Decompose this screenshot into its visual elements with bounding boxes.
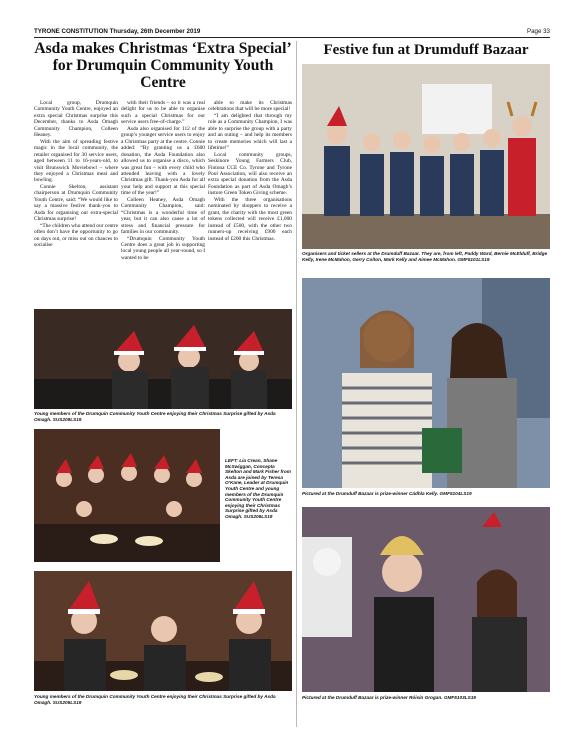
- column-divider: [296, 41, 297, 727]
- paragraph: “Drumquin Community Youth Centre does a great job in supporting local young people all year-round, so I wanted to be: [121, 235, 205, 261]
- paragraph: “The children who attend our centre often don’t have the opportunity to go on days out, or miss out on chances to socialise: [34, 222, 118, 248]
- photo-caption: Young members of the Drumquin Community Youth Centre enjoying their Christmas Surprise gifted by Asda Omagh. SUS205LS19: [34, 694, 276, 705]
- article-column-3: [208, 100, 292, 305]
- photo-youth-with-food: [34, 571, 292, 691]
- photo-caption: Organisers and ticket sellers at the Drumduff Bazaar. They are, from left, Paddy Ward, Bernie McElduff, Bridge Kelly, Irene McMahon, Gerry Colton, Mark Kelly and Aimee McMahon. GMF5101LS19: [302, 251, 548, 262]
- photo-bazaar-organisers: [302, 64, 550, 249]
- paragraph: Asda also organised for 112 of the group’s younger service users to enjoy a Christmas party at the centre. Connie added: “By granting us a £600 donation, the Asda Foundation also allowed us to organise a disco, which was great fun – with every child who attended leaving with a lovely Christmas gift. Thank-you Asda for all your help and support at this special time of the year!”: [121, 125, 205, 197]
- paragraph: Connie Skelton, assistant chairperson at Drumquin Community Youth Centre, said: “We would like to say a massive festive thank-you to Asda for organising our extra-special Christmas surprise!: [34, 183, 118, 223]
- photo-prize-winner-cadhla: [302, 278, 550, 488]
- masthead: [34, 27, 550, 37]
- photo-caption: Pictured at the Drumduff Bazaar is prize-winner Róisín Grogan. GMF5103LS19: [302, 695, 476, 700]
- page-number: Page 33: [526, 28, 550, 35]
- article-column-2: [121, 100, 205, 305]
- masthead-rule: [34, 37, 550, 38]
- masthead-date: Thursday, 26th December 2019: [109, 28, 201, 35]
- photo-youth-centre-group: [34, 309, 292, 409]
- paragraph: With the three organisations nominated by shoppers to receive a grant, the charity with the most green tokens collected will receive £1,000 instead of £500, with the other two runners-up receiving £900 each instead of £200 this Christmas.: [208, 196, 292, 242]
- paragraph: Local group, Drumquin Community Youth Centre, enjoyed an extra special Christmas surprise this December, thanks to Asda Omagh Community Champion, Colleen Heaney.: [34, 100, 118, 139]
- paragraph: Local community groups, Seskinore Young Farmers Club, Fintona CCE Co. Tyrone and Tyrone Pool Association, will also receive an extra special donation from the Asda Foundation as part of Asda Omagh’s instore Green Token Giving scheme.: [208, 151, 292, 197]
- photo-caption: Pictured at the Drumduff Bazaar is prize-winner Cádhla Kelly. GMF5104LS19: [302, 491, 472, 496]
- photo-prize-winner-roisin: [302, 507, 550, 692]
- paragraph: able to make its Christmas celebrations that will be more special!: [208, 100, 292, 113]
- paragraph: with their friends – so it was a real delight for us to be able to organise such a special Christmas for our service users free-of-charge.”: [121, 100, 205, 126]
- masthead-publication: TYRONE CONSTITUTION Thursday, 26th December 2019: [34, 28, 201, 35]
- paragraph: “I am delighted that through my role as a Community Champion, I was able to surprise the group with a party and an outing – and help its members to create memories which will last a lifetime!”: [208, 112, 292, 152]
- article-column-1: [34, 100, 118, 305]
- paragraph: With the aim of spreading festive magic in the local community, the retailer organised for 30 service users, aged between 11 to 16-years-old, to visit Brunswick Moviebowl – where they enjoyed a Christmas meal and bowling.: [34, 138, 118, 184]
- right-headline: Festive fun at Drumduff Bazaar: [323, 42, 529, 58]
- photo-caption: Young members of the Drumquin Community Youth Centre enjoying their Christmas Surprise gifted by Asda Omagh. SUS208LS19: [34, 411, 276, 422]
- paragraph: Colleen Heaney, Asda Omagh Community Champion, said: “Christmas is a wonderful time of year, but it can also cause a lot of stress and financial pressure for families in our community.: [121, 196, 205, 236]
- photo-caption: LEFT: Lia Crean, Shane McSwiggan, Concepta Skelton and Mark Fisher from Asda are joined by Teresa O’Kane, Leader at Drumquin Youth Centre and young members of the Drumquin Community Youth Centre enjoying their Christmas Surprise gifted by Asda Omagh. SUS206LS19: [225, 458, 291, 519]
- left-headline: Asda makes Christmas ‘Extra Special’ for Drumquin Community Youth Centre: [34, 40, 292, 91]
- photo-group-at-table: [34, 429, 220, 562]
